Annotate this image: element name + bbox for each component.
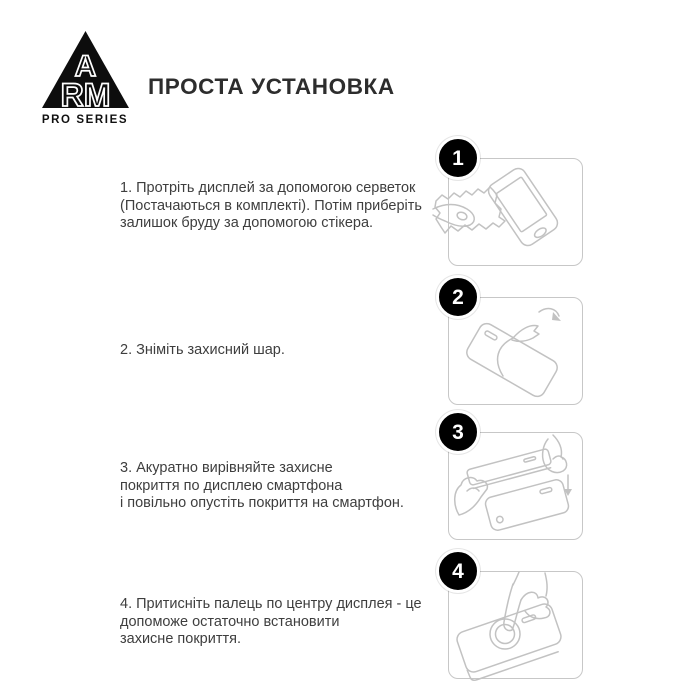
step-4-number: 4 — [452, 559, 464, 583]
step-2-number: 2 — [452, 285, 464, 309]
step-3-number-badge — [436, 410, 480, 454]
step-1-text: 1. Протріть дисплей за допомогою серветок (Постачаються в комплекті). Потім приберіть залишок бруду за допомогою стікера. — [120, 180, 422, 232]
step-3-text: 3. Акуратно вирівняйте захисне покриття по дисплею смартфона і повільно опустіть покриття на смартфон. — [120, 460, 404, 512]
step-4-text: 4. Притисніть палець по центру дисплея - це допоможе остаточно встановити захисне покриття. — [120, 596, 422, 648]
logo-letter-rm: RM — [60, 77, 111, 112]
logo-letter-a: A — [74, 50, 97, 83]
arm-triangle-icon — [33, 28, 137, 112]
step-4-number-badge — [436, 549, 480, 593]
logo-subtitle: PRO SERIES — [41, 114, 129, 126]
step-1-number-badge — [436, 136, 480, 180]
arm-pro-series-logo — [33, 28, 137, 126]
step-3-number: 3 — [452, 420, 464, 444]
page-title: ПРОСТА УСТАНОВКА — [148, 74, 395, 99]
step-2-text: 2. Зніміть захисний шар. — [120, 342, 285, 358]
step-1-number: 1 — [452, 146, 464, 170]
step-2-number-badge — [436, 275, 480, 319]
